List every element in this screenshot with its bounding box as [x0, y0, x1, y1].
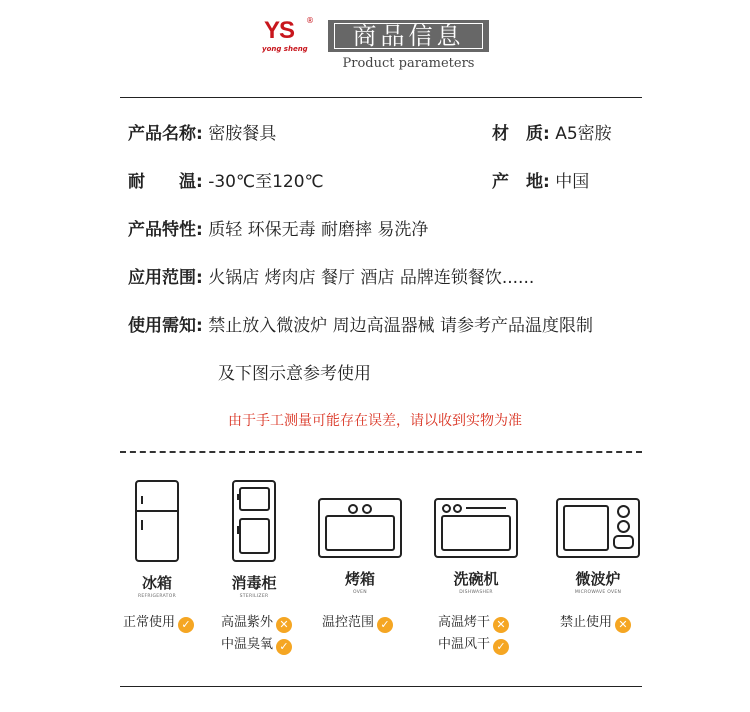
usage-notice-value: 禁止放入微波炉 周边高温器械 请参考产品温度限制 — [208, 316, 594, 336]
microwave-icon — [556, 498, 640, 558]
dishwasher-icon — [434, 498, 518, 558]
check-icon: ✓ — [276, 639, 292, 655]
appliance-name: 微波炉 — [575, 570, 621, 588]
appliance-name-en: DISHWASHER — [459, 590, 493, 595]
feature-label: 产品特性: — [128, 220, 203, 240]
usage-line — [560, 614, 631, 633]
oven-icon — [318, 498, 402, 558]
sterilizer-icon — [232, 480, 276, 562]
material-label: 材 质: — [492, 124, 550, 144]
section-title-box — [328, 20, 489, 52]
usage-text: 高温紫外 — [221, 615, 274, 630]
scope-label: 应用范围: — [128, 268, 203, 288]
logo-subtext: yong sheng — [262, 45, 308, 53]
material-row — [492, 123, 612, 145]
appliance-microwave — [540, 480, 656, 596]
appliance-name: 冰箱 — [141, 574, 172, 592]
appliance-dishwasher — [418, 480, 534, 596]
scope-value: 火锅店 烤肉店 餐厅 酒店 品牌连锁餐饮...... — [208, 268, 535, 288]
usage-text: 高温烤干 — [438, 615, 491, 630]
cross-icon: ✕ — [276, 617, 292, 633]
appliance-name: 消毒柜 — [231, 574, 277, 592]
top-divider — [120, 97, 642, 98]
material-value: A5密胺 — [555, 124, 612, 144]
usage-text: 温控范围 — [322, 615, 375, 630]
feature-row — [128, 219, 428, 241]
usage-text: 正常使用 — [123, 615, 176, 630]
appliance-oven — [302, 480, 418, 596]
appliance-name-en: OVEN — [353, 590, 367, 595]
usage-text: 中温臭氧 — [221, 637, 274, 652]
usage-line — [438, 614, 509, 633]
section-title: 商品信息 — [334, 23, 483, 49]
temperature-row — [128, 171, 324, 193]
refrigerator-icon — [135, 480, 179, 562]
product-name-row — [128, 123, 276, 145]
temperature-label: 耐 温: — [128, 172, 203, 192]
temperature-value: -30℃至120℃ — [208, 172, 324, 192]
usage-line — [322, 614, 393, 633]
registered-mark: ® — [306, 16, 314, 25]
appliance-name: 洗碗机 — [453, 570, 499, 588]
usage-text: 禁止使用 — [560, 615, 613, 630]
check-icon: ✓ — [493, 639, 509, 655]
scope-row — [128, 267, 534, 289]
product-name-label: 产品名称: — [128, 124, 203, 144]
usage-notice-value-2: 及下图示意参考使用 — [218, 364, 371, 384]
product-name-value: 密胺餐具 — [208, 124, 277, 144]
appliance-name-en: STERILIZER — [239, 594, 269, 599]
usage-notice-continued — [218, 363, 371, 385]
check-icon: ✓ — [377, 617, 393, 633]
cross-icon: ✕ — [615, 617, 631, 633]
check-icon: ✓ — [178, 617, 194, 633]
usage-notice-row — [128, 315, 593, 337]
appliance-name-en: MICROWAVE OVEN — [574, 590, 622, 595]
bottom-divider — [120, 686, 642, 687]
dashed-divider — [120, 451, 642, 453]
origin-value: 中国 — [555, 172, 590, 192]
measurement-disclaimer: 由于手工测量可能存在误差，请以收到实物为准 — [228, 413, 522, 429]
logo-mark: YS — [264, 17, 295, 44]
origin-row — [492, 171, 589, 193]
usage-line — [123, 614, 194, 633]
appliance-sterilizer — [196, 480, 312, 600]
section-subtitle: Product parameters — [342, 56, 475, 71]
feature-value: 质轻 环保无毒 耐磨摔 易洗净 — [208, 220, 429, 240]
usage-line — [438, 636, 509, 655]
appliance-name: 烤箱 — [344, 570, 375, 588]
usage-line — [221, 614, 292, 633]
usage-notice-label: 使用需知: — [128, 316, 203, 336]
origin-label: 产 地: — [492, 172, 550, 192]
appliance-name-en: REFRIGERATOR — [137, 594, 177, 599]
usage-text: 中温风干 — [438, 637, 491, 652]
brand-logo — [262, 18, 322, 56]
cross-icon: ✕ — [493, 617, 509, 633]
usage-line — [221, 636, 292, 655]
